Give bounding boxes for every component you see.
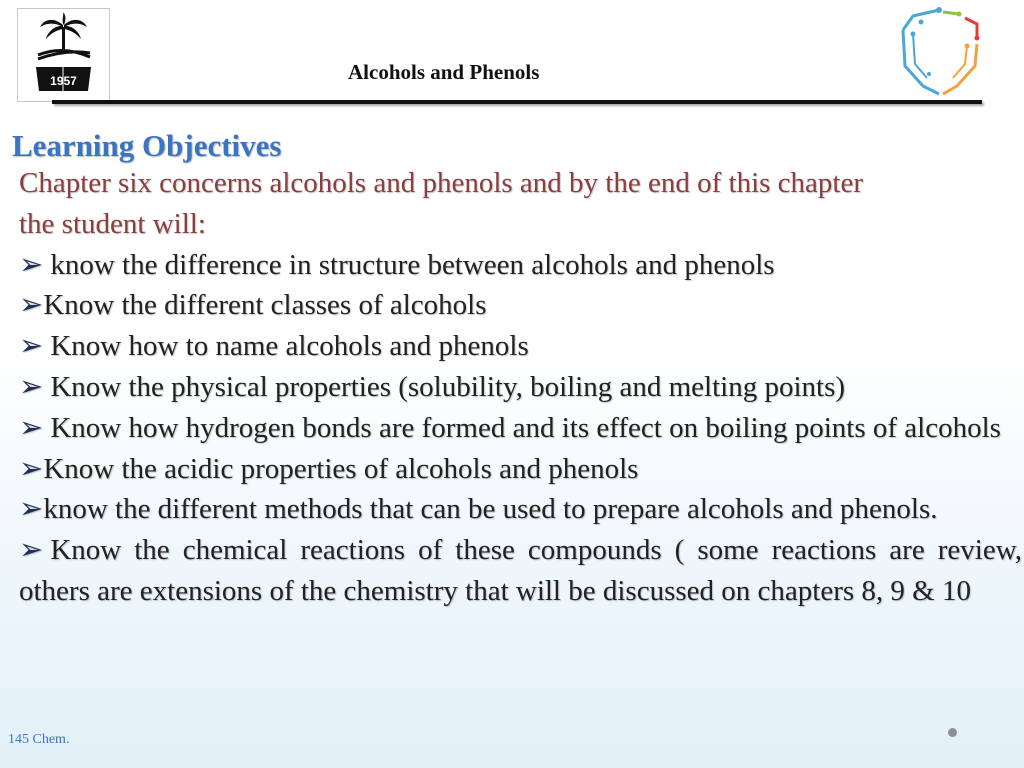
university-emblem-icon [18,9,109,101]
objectives-body [19,163,1022,612]
department-logo [893,4,985,100]
objective-item [19,326,1022,367]
arrow-bullet-icon: ➢ [19,493,44,526]
objective-text: Know the different classes of alcohols [43,289,487,322]
course-label: 145 Chem. [8,732,70,747]
circuit-shield-icon [893,4,985,100]
objective-item [19,530,1022,612]
objective-item [19,449,1022,490]
slide-indicator-dot [948,728,957,737]
arrow-bullet-icon: ➢ [19,411,44,444]
intro-line: the student will: [19,207,206,240]
objective-text: Know the physical properties (solubility, boiling and melting points) [50,370,846,403]
intro-line: Chapter six concerns alcohols and phenols and by the end of this chapter [19,167,863,199]
objective-text: Know how hydrogen bonds are formed and its effect on boiling points of alcohols [50,411,1001,444]
objective-text: Know the acidic properties of alcohols and phenols [43,452,639,485]
arrow-bullet-icon: ➢ [19,248,44,281]
objective-item [19,489,1022,530]
objective-item [19,367,1022,408]
objective-item [19,408,1022,449]
arrow-bullet-icon: ➢ [19,289,44,322]
header-divider [52,100,982,104]
arrow-bullet-icon: ➢ [19,534,44,567]
section-heading: Learning Objectives [12,128,282,163]
objective-text: Know the chemical reactions of these compounds ( some reactions are review, others are extensions of the chemistry that will be discussed on chapters 8, 9 & 10 [19,534,1022,607]
intro-paragraph [19,163,1022,245]
objective-text: know the different methods that can be used to prepare alcohols and phenols. [43,493,938,526]
objective-text: know the difference in structure between alcohols and phenols [50,248,775,281]
university-logo [17,8,110,102]
svg-text:1957: 1957 [50,74,77,88]
arrow-bullet-icon: ➢ [19,370,44,403]
objective-item [19,245,1022,286]
objective-text: Know how to name alcohols and phenols [50,330,529,363]
arrow-bullet-icon: ➢ [19,330,44,363]
header-title: Alcohols and Phenols [348,60,540,84]
objective-item [19,285,1022,326]
arrow-bullet-icon: ➢ [19,452,44,485]
